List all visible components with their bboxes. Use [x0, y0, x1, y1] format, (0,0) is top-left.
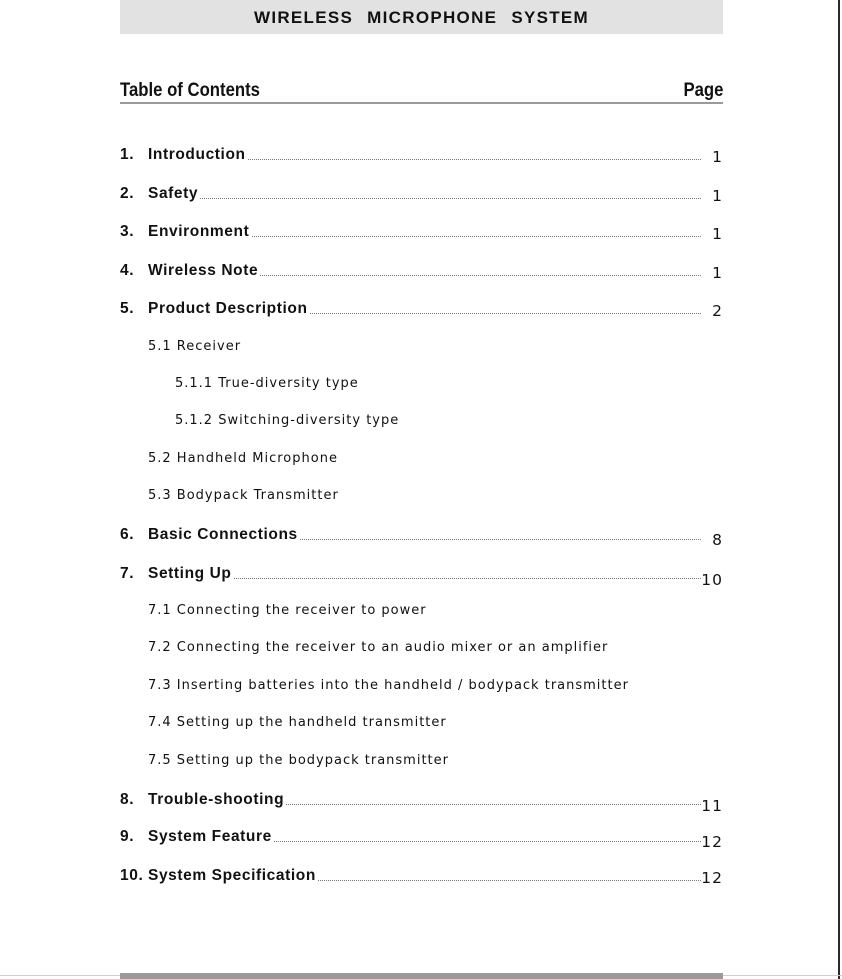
toc-entry-number: 3.	[120, 223, 135, 240]
toc-entry-label	[120, 867, 318, 885]
toc-entry-title: Safety	[148, 185, 199, 202]
toc-entry-number: 2.	[120, 185, 135, 202]
toc-entry-title: Introduction	[148, 146, 246, 163]
toc-entry-environment[interactable]	[120, 221, 723, 243]
toc-entry-label	[120, 828, 274, 846]
toc-entry-page: 12	[701, 833, 723, 851]
toc-entry-label	[120, 146, 248, 164]
toc-entry-title: Wireless Note	[148, 262, 259, 279]
toc-entry-page: 10	[701, 571, 723, 589]
toc-page-heading: Page	[683, 80, 723, 101]
toc-sub-true-diversity[interactable]: 5.1.1 True-diversity type	[175, 376, 359, 391]
dot-leader	[120, 198, 701, 199]
footer-bar	[120, 973, 723, 979]
toc-sub-bodypack-setup[interactable]: 7.5 Setting up the bodypack transmitter	[148, 753, 449, 768]
toc-entry-title: Trouble-shooting	[148, 791, 285, 808]
toc-entry-label	[120, 185, 200, 203]
toc-entry-system-feature[interactable]	[120, 826, 723, 851]
toc-entry-title: Basic Connections	[148, 526, 298, 543]
toc-sub-handheld-microphone[interactable]: 5.2 Handheld Microphone	[148, 451, 338, 466]
toc-header	[120, 80, 723, 104]
toc-sub-receiver-mixer[interactable]: 7.2 Connecting the receiver to an audio mixer or an amplifier	[148, 640, 609, 655]
toc-entry-page: 1	[712, 225, 723, 243]
toc-entry-page: 1	[712, 264, 723, 282]
toc-entry-label	[120, 223, 251, 241]
page-edge-line	[838, 0, 840, 979]
toc-entry-title: Environment	[148, 223, 250, 240]
toc-entry-safety[interactable]	[120, 183, 723, 205]
toc-entry-label	[120, 791, 286, 809]
toc-entry-setting-up[interactable]	[120, 563, 723, 589]
toc-sub-bodypack-transmitter[interactable]: 5.3 Bodypack Transmitter	[148, 488, 339, 503]
toc-sub-inserting-batteries[interactable]: 7.3 Inserting batteries into the handheld / bodypack transmitter	[148, 678, 629, 693]
toc-heading: Table of Contents	[120, 80, 260, 101]
toc-entry-number: 7.	[120, 565, 135, 582]
toc-entry-introduction[interactable]	[120, 144, 723, 166]
toc-sub-switching-diversity[interactable]: 5.1.2 Switching-diversity type	[175, 413, 400, 428]
toc-entry-label	[120, 300, 310, 318]
toc-entry-page: 1	[712, 148, 723, 166]
toc-entry-number: 1.	[120, 146, 135, 163]
toc-entry-trouble-shooting[interactable]	[120, 789, 723, 815]
toc-entry-system-specification[interactable]	[120, 865, 723, 887]
document-title: WIRELESS MICROPHONE SYSTEM	[120, 0, 723, 34]
toc-entry-page: 8	[712, 531, 723, 549]
toc-entry-page: 1	[712, 187, 723, 205]
toc-sub-receiver[interactable]: 5.1 Receiver	[148, 339, 242, 354]
toc-entry-label	[120, 526, 300, 544]
toc-entry-label	[120, 262, 260, 280]
toc-entry-page: 11	[701, 797, 723, 815]
toc-entry-page: 12	[701, 869, 723, 887]
toc-entry-wireless-note[interactable]	[120, 260, 723, 282]
toc-entry-number: 6.	[120, 526, 135, 543]
toc-entry-number: 9.	[120, 828, 135, 845]
toc-entry-product-description[interactable]	[120, 298, 723, 320]
toc-entry-label	[120, 565, 234, 583]
toc-sub-handheld-setup[interactable]: 7.4 Setting up the handheld transmitter	[148, 715, 447, 730]
toc-entry-title: Product Description	[148, 300, 308, 317]
toc-entry-title: Setting Up	[148, 565, 232, 582]
toc-entry-page: 2	[712, 302, 723, 320]
toc-entry-number: 8.	[120, 791, 135, 808]
toc-entry-number: 4.	[120, 262, 135, 279]
toc-entry-number: 10.	[120, 867, 144, 884]
toc-entry-title: System Feature	[148, 828, 272, 845]
toc-entry-basic-connections[interactable]	[120, 524, 723, 549]
toc-entry-number: 5.	[120, 300, 135, 317]
toc-entry-title: System Specification	[148, 867, 316, 884]
toc-sub-receiver-power[interactable]: 7.1 Connecting the receiver to power	[148, 603, 427, 618]
